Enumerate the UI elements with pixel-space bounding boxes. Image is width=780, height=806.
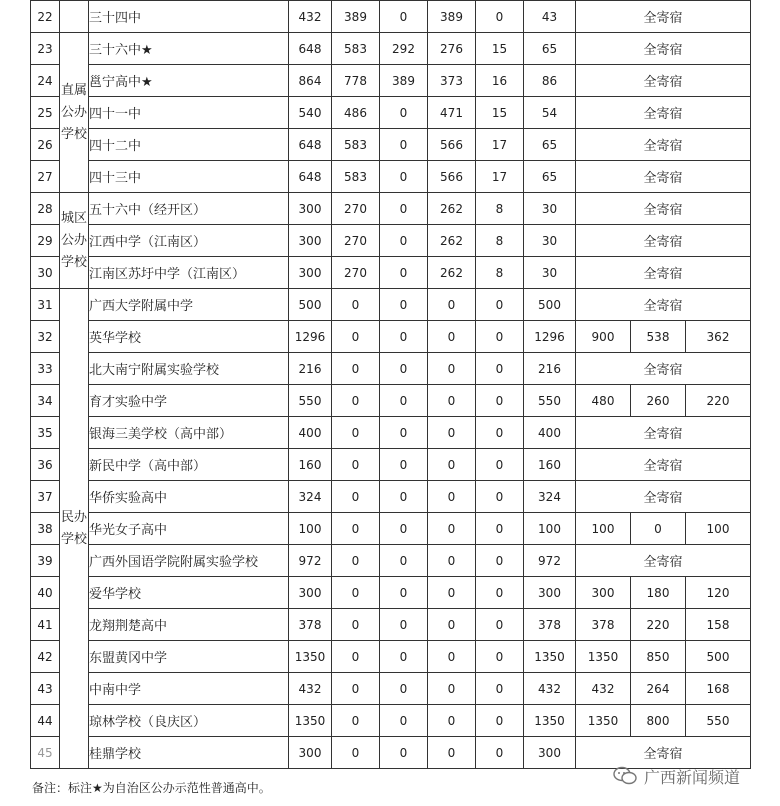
quota-cell: 300 <box>289 577 332 609</box>
row-index: 42 <box>31 641 60 673</box>
quota-cell: 432 <box>524 673 576 705</box>
quota-cell: 65 <box>524 129 576 161</box>
school-name: 龙翔荆楚高中 <box>89 609 289 641</box>
quota-cell: 0 <box>428 385 476 417</box>
table-row <box>31 737 751 769</box>
quota-cell: 0 <box>428 417 476 449</box>
quota-cell: 0 <box>428 513 476 545</box>
quota-cell: 566 <box>428 129 476 161</box>
quota-cell: 1296 <box>524 321 576 353</box>
quota-cell: 500 <box>524 289 576 321</box>
quota-cell: 972 <box>524 545 576 577</box>
table-row <box>31 641 751 673</box>
school-name: 四十三中 <box>89 161 289 193</box>
quota-cell: 500 <box>289 289 332 321</box>
school-category <box>60 289 89 769</box>
table-row <box>31 385 751 417</box>
school-name: 东盟黄冈中学 <box>89 641 289 673</box>
row-index: 40 <box>31 577 60 609</box>
quota-cell: 0 <box>380 609 428 641</box>
table-row <box>31 609 751 641</box>
quota-cell: 17 <box>476 161 524 193</box>
row-index: 22 <box>31 1 60 33</box>
quota-cell: 0 <box>332 385 380 417</box>
boarding-cell: 362 <box>686 321 751 353</box>
quota-cell: 0 <box>380 417 428 449</box>
school-name: 四十二中 <box>89 129 289 161</box>
quota-cell: 0 <box>380 97 428 129</box>
quota-cell: 0 <box>428 609 476 641</box>
quota-cell: 100 <box>524 513 576 545</box>
table-row <box>31 577 751 609</box>
quota-cell: 0 <box>332 737 380 769</box>
category-line: 学校 <box>60 126 87 142</box>
quota-cell: 1350 <box>524 705 576 737</box>
quota-cell: 550 <box>289 385 332 417</box>
quota-cell: 324 <box>289 481 332 513</box>
table-row <box>31 225 751 257</box>
footnote: 备注：标注★为自治区公办示范性普通高中。 <box>32 781 271 795</box>
row-index: 35 <box>31 417 60 449</box>
school-name: 江南区苏圩中学（江南区） <box>89 257 289 289</box>
quota-cell: 0 <box>476 737 524 769</box>
boarding-note: 全寄宿 <box>576 417 751 449</box>
quota-cell: 0 <box>428 321 476 353</box>
quota-cell: 0 <box>380 641 428 673</box>
boarding-cell: 432 <box>576 673 631 705</box>
row-index: 29 <box>31 225 60 257</box>
quota-cell: 324 <box>524 481 576 513</box>
quota-cell: 300 <box>524 577 576 609</box>
quota-cell: 972 <box>289 545 332 577</box>
boarding-cell: 1350 <box>576 705 631 737</box>
quota-cell: 0 <box>332 481 380 513</box>
table-row <box>31 1 751 33</box>
boarding-cell: 180 <box>631 577 686 609</box>
quota-cell: 486 <box>332 97 380 129</box>
quota-cell: 0 <box>476 353 524 385</box>
quota-cell: 0 <box>380 257 428 289</box>
quota-cell: 648 <box>289 33 332 65</box>
wechat-channel-icon <box>612 765 638 787</box>
quota-cell: 65 <box>524 161 576 193</box>
quota-cell: 0 <box>428 705 476 737</box>
quota-cell: 8 <box>476 257 524 289</box>
quota-cell: 400 <box>289 417 332 449</box>
row-index: 43 <box>31 673 60 705</box>
school-name: 英华学校 <box>89 321 289 353</box>
boarding-cell: 1350 <box>576 641 631 673</box>
quota-cell: 160 <box>524 449 576 481</box>
quota-cell: 0 <box>476 449 524 481</box>
school-name: 银海三美学校（高中部） <box>89 417 289 449</box>
boarding-cell: 100 <box>686 513 751 545</box>
quota-cell: 17 <box>476 129 524 161</box>
enrollment-table <box>30 0 751 769</box>
boarding-note: 全寄宿 <box>576 161 751 193</box>
boarding-cell: 800 <box>631 705 686 737</box>
quota-cell: 270 <box>332 193 380 225</box>
school-name: 四十一中 <box>89 97 289 129</box>
boarding-cell: 378 <box>576 609 631 641</box>
quota-cell: 300 <box>289 225 332 257</box>
quota-cell: 0 <box>476 577 524 609</box>
quota-cell: 0 <box>380 193 428 225</box>
table-body <box>31 1 751 769</box>
quota-cell: 0 <box>428 545 476 577</box>
boarding-note: 全寄宿 <box>576 257 751 289</box>
quota-cell: 0 <box>332 449 380 481</box>
row-index: 39 <box>31 545 60 577</box>
quota-cell: 0 <box>428 289 476 321</box>
row-index: 32 <box>31 321 60 353</box>
quota-cell: 43 <box>524 1 576 33</box>
boarding-cell: 158 <box>686 609 751 641</box>
quota-cell: 0 <box>332 513 380 545</box>
quota-cell: 262 <box>428 257 476 289</box>
school-name: 北大南宁附属实验学校 <box>89 353 289 385</box>
table-row <box>31 513 751 545</box>
quota-cell: 0 <box>428 673 476 705</box>
quota-cell: 583 <box>332 161 380 193</box>
quota-cell: 0 <box>428 449 476 481</box>
quota-cell: 300 <box>289 193 332 225</box>
table-row <box>31 257 751 289</box>
boarding-note: 全寄宿 <box>576 97 751 129</box>
quota-cell: 378 <box>524 609 576 641</box>
table-row <box>31 193 751 225</box>
watermark-text: 广西新闻频道 <box>644 767 741 787</box>
quota-cell: 471 <box>428 97 476 129</box>
quota-cell: 15 <box>476 97 524 129</box>
school-name: 五十六中（经开区） <box>89 193 289 225</box>
quota-cell: 0 <box>332 577 380 609</box>
table-row <box>31 321 751 353</box>
boarding-cell: 168 <box>686 673 751 705</box>
quota-cell: 270 <box>332 257 380 289</box>
quota-cell: 0 <box>332 417 380 449</box>
quota-cell: 0 <box>332 641 380 673</box>
row-index: 45 <box>31 737 60 769</box>
quota-cell: 864 <box>289 65 332 97</box>
school-name: 琼林学校（良庆区） <box>89 705 289 737</box>
row-index: 26 <box>31 129 60 161</box>
quota-cell: 0 <box>332 289 380 321</box>
row-index: 37 <box>31 481 60 513</box>
boarding-cell: 0 <box>631 513 686 545</box>
row-index: 36 <box>31 449 60 481</box>
category-line: 学校 <box>60 531 87 547</box>
quota-cell: 0 <box>380 385 428 417</box>
quota-cell: 0 <box>476 609 524 641</box>
boarding-cell: 264 <box>631 673 686 705</box>
quota-cell: 0 <box>428 481 476 513</box>
quota-cell: 0 <box>380 225 428 257</box>
quota-cell: 1350 <box>524 641 576 673</box>
row-index: 33 <box>31 353 60 385</box>
school-category <box>60 1 89 33</box>
row-index: 25 <box>31 97 60 129</box>
row-index: 30 <box>31 257 60 289</box>
quota-cell: 65 <box>524 33 576 65</box>
quota-cell: 0 <box>476 513 524 545</box>
quota-cell: 1350 <box>289 641 332 673</box>
boarding-cell: 120 <box>686 577 751 609</box>
table-row <box>31 353 751 385</box>
boarding-note: 全寄宿 <box>576 65 751 97</box>
quota-cell: 1350 <box>289 705 332 737</box>
boarding-cell: 850 <box>631 641 686 673</box>
quota-cell: 300 <box>289 257 332 289</box>
category-line: 学校 <box>60 254 87 270</box>
quota-cell: 276 <box>428 33 476 65</box>
quota-cell: 300 <box>524 737 576 769</box>
boarding-note: 全寄宿 <box>576 353 751 385</box>
quota-cell: 0 <box>380 513 428 545</box>
quota-cell: 0 <box>476 289 524 321</box>
quota-cell: 0 <box>476 481 524 513</box>
boarding-note: 全寄宿 <box>576 129 751 161</box>
boarding-cell: 480 <box>576 385 631 417</box>
boarding-cell: 538 <box>631 321 686 353</box>
quota-cell: 160 <box>289 449 332 481</box>
boarding-cell: 220 <box>686 385 751 417</box>
quota-cell: 0 <box>380 481 428 513</box>
quota-cell: 100 <box>289 513 332 545</box>
quota-cell: 0 <box>428 737 476 769</box>
quota-cell: 373 <box>428 65 476 97</box>
quota-cell: 0 <box>380 129 428 161</box>
quota-cell: 583 <box>332 33 380 65</box>
quota-cell: 0 <box>380 289 428 321</box>
quota-cell: 648 <box>289 129 332 161</box>
quota-cell: 540 <box>289 97 332 129</box>
school-name: 爱华学校 <box>89 577 289 609</box>
enrollment-table-wrapper <box>30 0 751 769</box>
quota-cell: 0 <box>476 1 524 33</box>
boarding-cell: 900 <box>576 321 631 353</box>
school-name: 三十四中 <box>89 1 289 33</box>
quota-cell: 432 <box>289 1 332 33</box>
boarding-note: 全寄宿 <box>576 449 751 481</box>
row-index: 34 <box>31 385 60 417</box>
boarding-note: 全寄宿 <box>576 1 751 33</box>
quota-cell: 0 <box>380 705 428 737</box>
school-name: 新民中学（高中部） <box>89 449 289 481</box>
row-index: 31 <box>31 289 60 321</box>
quota-cell: 30 <box>524 193 576 225</box>
quota-cell: 15 <box>476 33 524 65</box>
boarding-note: 全寄宿 <box>576 545 751 577</box>
boarding-note: 全寄宿 <box>576 737 751 769</box>
quota-cell: 0 <box>476 641 524 673</box>
boarding-note: 全寄宿 <box>576 33 751 65</box>
quota-cell: 0 <box>428 353 476 385</box>
row-index: 23 <box>31 33 60 65</box>
table-row <box>31 33 751 65</box>
school-name: 广西大学附属中学 <box>89 289 289 321</box>
school-name: 三十六中★ <box>89 33 289 65</box>
quota-cell: 0 <box>380 1 428 33</box>
quota-cell: 0 <box>332 545 380 577</box>
quota-cell: 86 <box>524 65 576 97</box>
quota-cell: 0 <box>332 321 380 353</box>
quota-cell: 400 <box>524 417 576 449</box>
quota-cell: 566 <box>428 161 476 193</box>
table-row <box>31 481 751 513</box>
table-row <box>31 161 751 193</box>
quota-cell: 648 <box>289 161 332 193</box>
quota-cell: 0 <box>332 673 380 705</box>
row-index: 28 <box>31 193 60 225</box>
row-index: 27 <box>31 161 60 193</box>
quota-cell: 778 <box>332 65 380 97</box>
row-index: 38 <box>31 513 60 545</box>
quota-cell: 292 <box>380 33 428 65</box>
quota-cell: 0 <box>380 673 428 705</box>
boarding-cell: 260 <box>631 385 686 417</box>
quota-cell: 0 <box>380 577 428 609</box>
quota-cell: 0 <box>476 705 524 737</box>
category-line: 城区 <box>60 210 87 226</box>
category-line: 公办 <box>60 232 87 248</box>
quota-cell: 16 <box>476 65 524 97</box>
school-category <box>60 33 89 193</box>
quota-cell: 0 <box>380 737 428 769</box>
category-line: 直属 <box>60 82 87 98</box>
quota-cell: 0 <box>332 353 380 385</box>
row-index: 24 <box>31 65 60 97</box>
quota-cell: 216 <box>289 353 332 385</box>
quota-cell: 0 <box>476 545 524 577</box>
quota-cell: 550 <box>524 385 576 417</box>
quota-cell: 0 <box>380 545 428 577</box>
quota-cell: 432 <box>289 673 332 705</box>
school-name: 江西中学（江南区） <box>89 225 289 257</box>
table-row <box>31 449 751 481</box>
school-name: 中南中学 <box>89 673 289 705</box>
boarding-note: 全寄宿 <box>576 481 751 513</box>
row-index: 41 <box>31 609 60 641</box>
boarding-cell: 100 <box>576 513 631 545</box>
row-index: 44 <box>31 705 60 737</box>
school-category <box>60 193 89 289</box>
quota-cell: 583 <box>332 129 380 161</box>
quota-cell: 300 <box>289 737 332 769</box>
quota-cell: 30 <box>524 225 576 257</box>
table-row <box>31 545 751 577</box>
boarding-note: 全寄宿 <box>576 193 751 225</box>
quota-cell: 0 <box>380 321 428 353</box>
boarding-note: 全寄宿 <box>576 225 751 257</box>
table-row <box>31 673 751 705</box>
quota-cell: 0 <box>380 161 428 193</box>
quota-cell: 0 <box>380 449 428 481</box>
boarding-cell: 550 <box>686 705 751 737</box>
table-row <box>31 705 751 737</box>
quota-cell: 54 <box>524 97 576 129</box>
quota-cell: 0 <box>476 417 524 449</box>
quota-cell: 0 <box>332 609 380 641</box>
school-name: 邕宁高中★ <box>89 65 289 97</box>
boarding-cell: 220 <box>631 609 686 641</box>
quota-cell: 0 <box>428 577 476 609</box>
boarding-cell: 500 <box>686 641 751 673</box>
table-row <box>31 129 751 161</box>
table-row <box>31 289 751 321</box>
quota-cell: 30 <box>524 257 576 289</box>
quota-cell: 0 <box>476 385 524 417</box>
quota-cell: 0 <box>476 321 524 353</box>
quota-cell: 270 <box>332 225 380 257</box>
quota-cell: 378 <box>289 609 332 641</box>
boarding-cell: 300 <box>576 577 631 609</box>
school-name: 华光女子高中 <box>89 513 289 545</box>
boarding-note: 全寄宿 <box>576 289 751 321</box>
school-name: 广西外国语学院附属实验学校 <box>89 545 289 577</box>
quota-cell: 0 <box>476 673 524 705</box>
quota-cell: 389 <box>428 1 476 33</box>
category-line: 民办 <box>60 509 87 525</box>
school-name: 桂鼎学校 <box>89 737 289 769</box>
quota-cell: 262 <box>428 193 476 225</box>
quota-cell: 262 <box>428 225 476 257</box>
watermark <box>612 765 740 787</box>
category-line: 公办 <box>60 104 87 120</box>
quota-cell: 8 <box>476 193 524 225</box>
quota-cell: 216 <box>524 353 576 385</box>
table-row <box>31 417 751 449</box>
quota-cell: 389 <box>380 65 428 97</box>
quota-cell: 1296 <box>289 321 332 353</box>
table-row <box>31 97 751 129</box>
quota-cell: 389 <box>332 1 380 33</box>
school-name: 育才实验中学 <box>89 385 289 417</box>
quota-cell: 8 <box>476 225 524 257</box>
school-name: 华侨实验高中 <box>89 481 289 513</box>
table-row <box>31 65 751 97</box>
quota-cell: 0 <box>380 353 428 385</box>
quota-cell: 0 <box>428 641 476 673</box>
quota-cell: 0 <box>332 705 380 737</box>
